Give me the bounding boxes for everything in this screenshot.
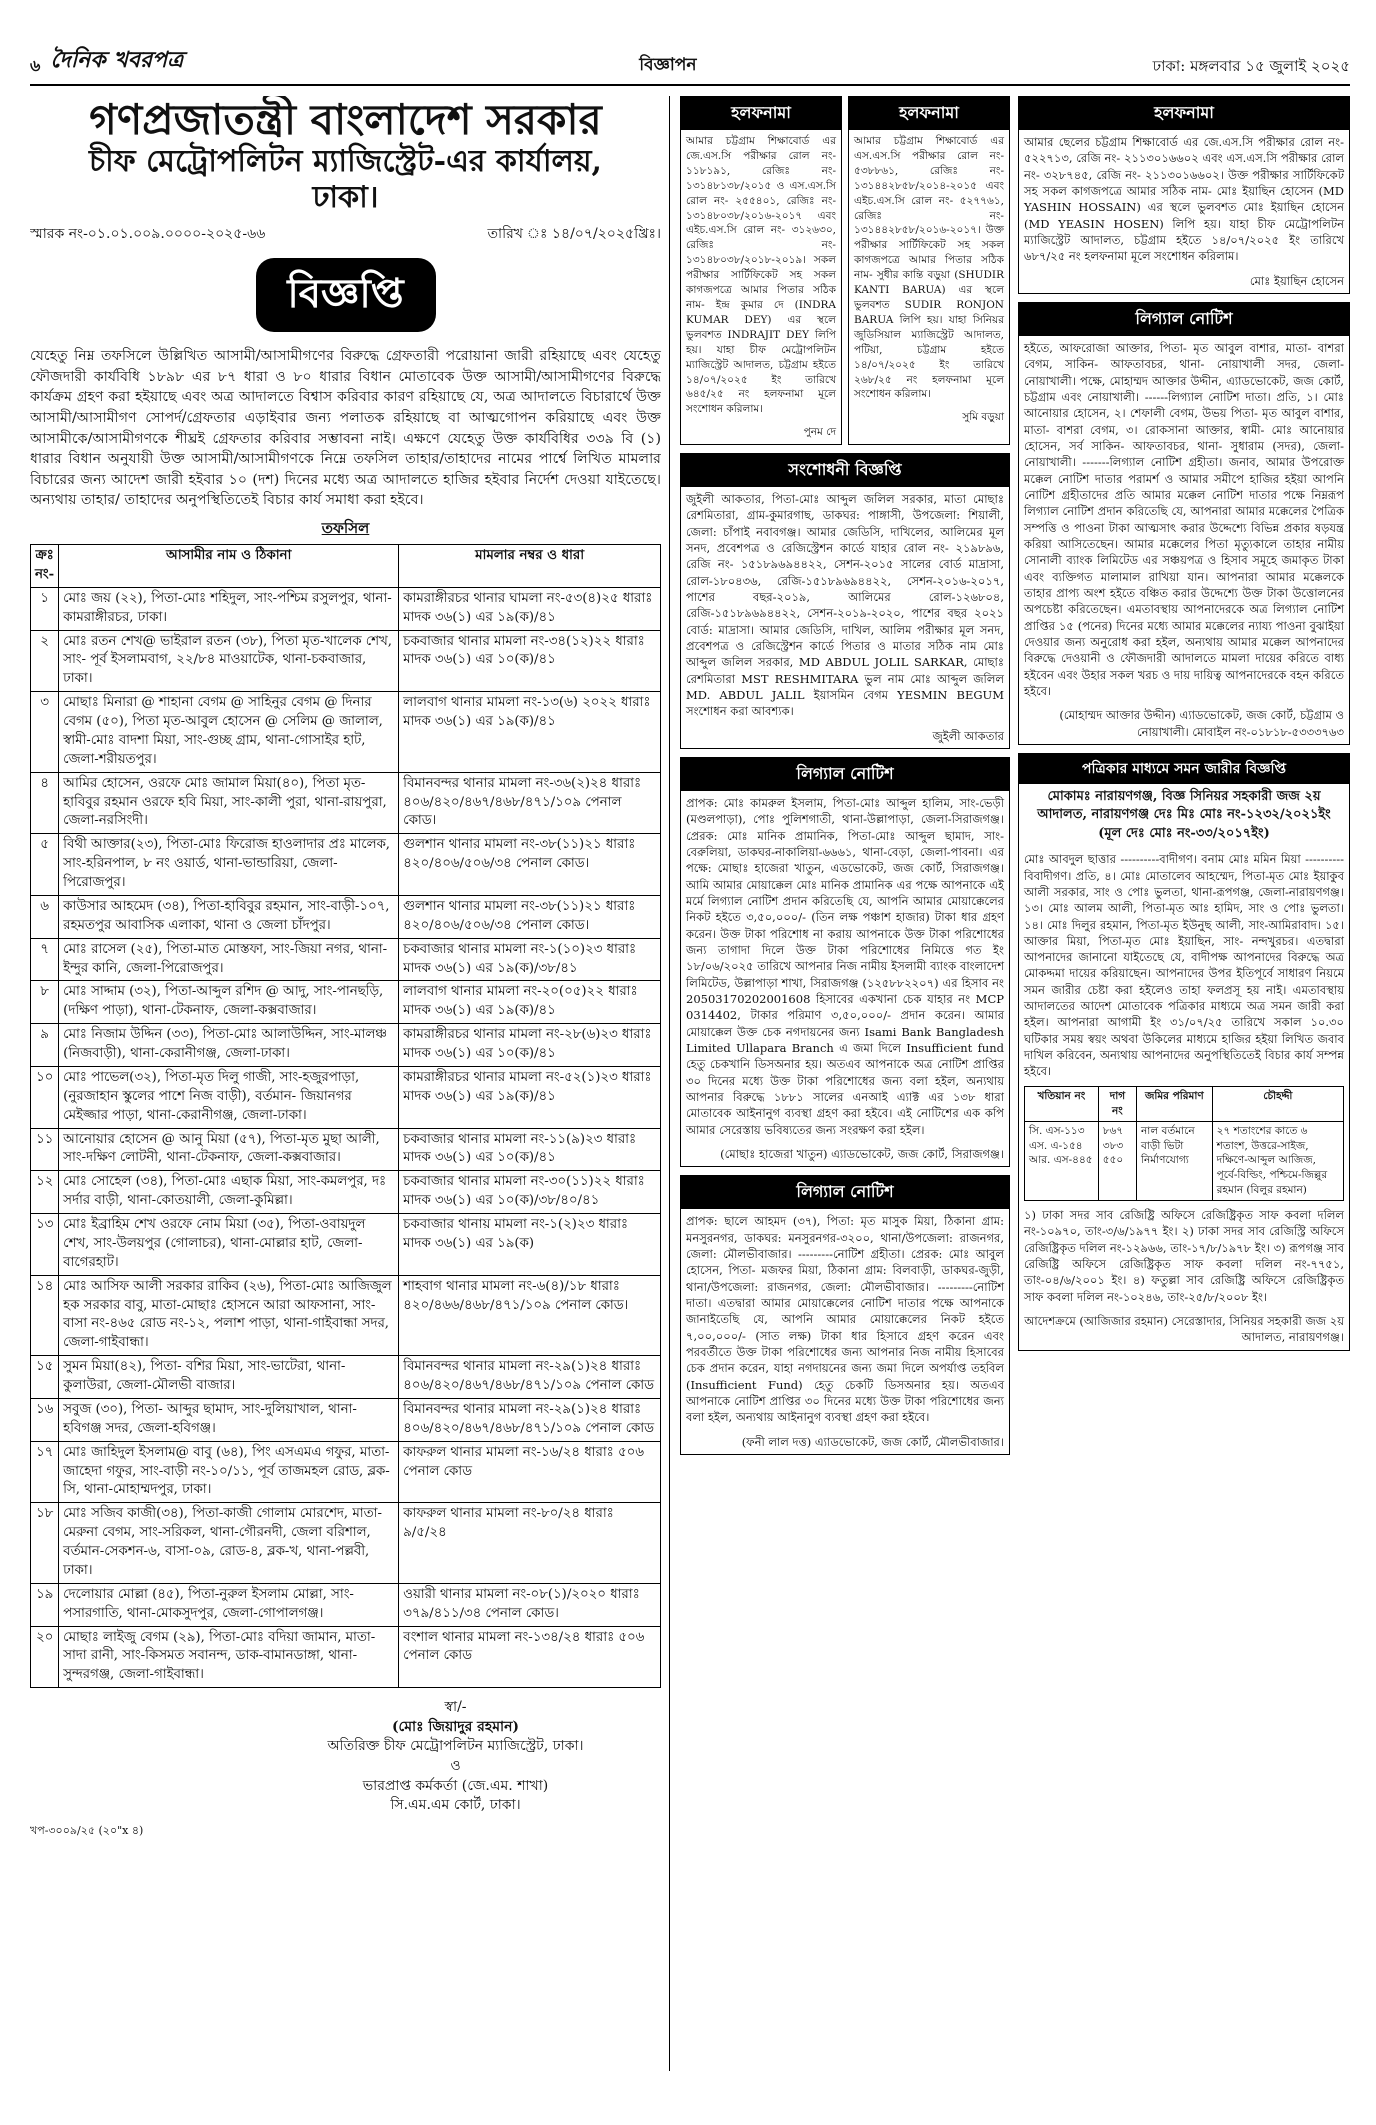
- row-case: কামরাঙ্গীরচর থানার মামলা নং-৫২(১)২৩ ধারাঃ মাদক ৩৬(১) এর ১৯(ক)/৪১: [399, 1066, 661, 1128]
- affidavit-box-3: [1018, 96, 1350, 294]
- table-row: [31, 938, 661, 981]
- summons-deeds: ১) ঢাকা সদর সাব রেজিষ্ট্রি অফিসে রেজিষ্ট্রিকৃত সাফ কবলা দলিল নং-১০৯৭০, তাং-৩/৬/১৯৭৭ ইং। ২) ঢাকা সদর সাব রেজিস্ট্রি অফিসে রেজিষ্ট্রিকৃত দলিল নং-১২৯৬৬, তাং-১৭/৮/১৯৭৮ ইং। ৩) রূপগঞ্জ সাব রেজিষ্ট্রি অফিসে রেজিষ্ট্রিকৃত সাফ কবলা দলিল নং-৭৭৫১, তাং-০৪/৬/২০০১ ইং। ৪) ফতুল্লা সাব রেজিষ্ট্রি অফিসে রেজিষ্ট্রিকৃত সাফ কবলা দলিল নং-১০২৪৬, তাং-২৫/৮/২০০৮ ইং।: [1024, 1208, 1344, 1304]
- legal-notice-sign-2: (ফনী লাল দত্ত) এ্যাডভোকেট, জজ কোর্ট, মৌলভীবাজার।: [741, 1434, 1004, 1449]
- table-row: [31, 587, 661, 630]
- table-row: [31, 1626, 661, 1688]
- col-accused: আসামীর নাম ও ঠিকানা: [59, 545, 399, 588]
- affidavit-pair: [680, 96, 1010, 453]
- property-table: [1024, 1086, 1344, 1201]
- row-accused: দেলোয়ার মোল্লা (৪৫), পিতা-নুরুল ইসলাম মোল্লা, সাং-পসারগাতি, থানা-মোকসুদপুর, জেলা-গোপালগঞ্জ।: [59, 1583, 399, 1626]
- affidavit-title-2: হলফনামা: [849, 97, 1009, 130]
- signature-officer: ভারপ্রাপ্ত কর্মকর্তা (জে.এম. শাখা): [362, 1777, 549, 1794]
- signature-and: ও: [450, 1757, 461, 1774]
- legal-notice-box-2: [680, 1175, 1010, 1455]
- row-case: চকবাজার থানায় মামলা নং-১(২)২৩ ধারাঃ মাদক ৩৬(১) এর ১৯(ক): [399, 1214, 661, 1276]
- row-serial: ১৬: [31, 1398, 59, 1441]
- row-case: চকবাজার থানার মামলা নং-১১(৯)২৩ ধারাঃ মাদক ৩৬(১) এর ১০(ক)/৪১: [399, 1128, 661, 1171]
- table-row: [31, 1171, 661, 1214]
- table-row: [31, 1583, 661, 1626]
- row-serial: ২০: [31, 1626, 59, 1688]
- row-accused: মোঃ রতন শেখ@ ভাইরাল রতন (৩৮), পিতা মৃত-খালেক শেখ, সাং- পূর্ব ইসলামবাগ, ২২/৮৪ মাওয়াটেক, থানা-চকবাজার, ঢাকা।: [59, 630, 399, 692]
- notice-badge: বিজ্ঞপ্তি: [256, 258, 436, 332]
- signature-court: সি.এম.এম কোর্ট, ঢাকা।: [390, 1797, 521, 1814]
- summons-heading: মোকামঃ নারায়ণগঞ্জ, বিজ্ঞ সিনিয়র সহকারী জজ ২য় আদালত, নারায়ণগঞ্জ দেঃ মিঃ মোঃ নং-১২৩২/২০২১ইং (মূল দেঃ মোঃ নং-৩৩/২০১৭ইং): [1037, 788, 1331, 841]
- memo-number: স্মারক নং-০১.০১.০০৯.০০০০-২০২৫-৬৬: [30, 226, 266, 243]
- col-case: মামলার নম্বর ও ধারা: [399, 545, 661, 588]
- row-case: বিমানবন্দর থানার মামলা নং-২৯(১)২৪ ধারাঃ ৪০৬/৪২০/৪৬৭/৪৬৮/৪৭১/১০৯ পেনাল কোড: [399, 1356, 661, 1399]
- row-accused: সুমন মিয়া(৪২), পিতা- বশির মিয়া, সাং-ভাটেরা, থানা-কুলাউরা, জেলা-মৌলভী বাজার।: [59, 1356, 399, 1399]
- legal-notice-title-3: লিগ্যাল নোটিশ: [1019, 303, 1349, 336]
- row-case: কাফরুল থানার মামলা নং-১৬/২৪ ধারাঃ ৫০৬ পেনাল কোড: [399, 1441, 661, 1503]
- table-row: [31, 981, 661, 1024]
- row-serial: ৭: [31, 938, 59, 981]
- row-case: গুলশান থানার মামলা নং-৩৮(১১)২১ ধারাঃ ৪২০/৪০৬/৫০৬/৩৪ পেনাল কোড।: [399, 834, 661, 896]
- row-accused: মোঃ পাভেল(৩২), পিতা-মৃত দিলু গাজী, সাং-হজুরপাড়া, (নুরজাহান স্কুলের পাশে নিজ বাড়ী), বর্তমান- জিয়ানগর মেইজ্জার পাড়া, থানা-কেরানীগঞ্জ, জেলা-ঢাকা।: [59, 1066, 399, 1128]
- property-row: [1025, 1121, 1344, 1201]
- row-case: চকবাজার থানার মামলা নং-৩৪(১২)২২ ধারাঃ মাদক ৩৬(১) এর ১০(ক)/৪১: [399, 630, 661, 692]
- row-serial: ১৭: [31, 1441, 59, 1503]
- summons-sign: আদেশক্রমে (আজিজার রহমান) সেরেস্তাদার, সিনিয়র সহকারী জজ ২য় আদালত, নারায়ণগঞ্জ।: [1024, 1314, 1344, 1345]
- table-row: [31, 630, 661, 692]
- row-accused: মোঃ সজিব কাজী(৩৪), পিতা-কাজী গোলাম মোরশেদ, মাতা-মেরুনা বেগম, সাং-সরিকল, থানা-গৌরনদী, জেলা বরিশাল, বর্তমান-সেকশন-৬, বাসা-০৯, রোড-৪, ব্লক-খ, থানা-পল্লবী, ঢাকা।: [59, 1503, 399, 1584]
- table-row: [31, 1398, 661, 1441]
- summons-box: [1018, 753, 1350, 1351]
- legal-notice-text-1: প্রাপক: মোঃ কামরুল ইসলাম, পিতা-মোঃ আব্দুল হালিম, সাং-ভেড়ী (মণ্ডলপাড়া), পোঃ পুলিশগাতী, থানা-উল্লাপাড়া, জেলা-সিরাজগঞ্জ। প্রেরক: মোঃ মানিক প্রামানিক, পিতা-মোঃ আব্দুল ছামাদ, সাং-বেরুলিয়া, ডাকঘর-নাকালিয়া-৬৬৬১, থানা-বেড়া, জেলা-পাবনা। এর পক্ষে: মোছাঃ হাজেরা খাতুন, এডভোকেট, জজ কোর্ট, সিরাজগঞ্জ। আমি আমার মোয়াক্কেল মোঃ মানিক প্রামানিক এর পক্ষে আপনাকে এই মর্মে লিগ্যাল নোটিশ প্রদান করিতেছি যে, আপনি আমার মোয়াক্কেলের নিকট হইতে ৩,৫০,০০০/- (তিন লক্ষ পঞ্চাশ হাজার) টাকা ধার গ্রহণ করেন। উক্ত টাকা পরিশোধ না করায় আপনাকে উক্ত টাকা পরিশোধের জন্য তাগাদা দিলে উক্ত টাকা পরিশোধের নিমিত্তে গত ইং ১৮/০৬/২০২৫ তারিখে আপনার নিজ নামীয় ইসলামী ব্যাংক বাংলাদেশ লিমিটেড, উল্লাপাড়া শাখা, সিরাজগঞ্জ (১২৫৮৮২২০৭) এর হিসাব নং 20503170202001608 হিসাবের একখানা চেক যাহার নং MCP 0314402, টাকার পরিমাণ ৩,৫০,০০০/- প্রদান করেন। আমার মোয়াক্কেল উক্ত চেক নগদায়নের জন্য Isami Bank Bangladesh Limited Ullapara Branch এ জমা দিলে Insufficient fund হেতু চেকখানি ডিসঅনার হয়। অতএব আপনাকে অত্র নোটিশ প্রাপ্তির ৩০ দিনের মধ্যে উক্ত টাকা পরিশোধের জন্য বলা হইল, অন্যথায় আপনার বিরুদ্ধে ১৮৮১ সালের এনআই এ্যাক্ট এর ১৩৮ ধারা মোতাবেক আইনানুগ ব্যবস্থা গ্রহণ করা হইবে। এই নোটিশের এক কপি আমার সেরেস্তায় ভবিষ্যতের জন্য সংরক্ষণ করা হইল।: [686, 796, 1004, 1137]
- row-case: লালবাগ থানার মামলা নং-২০(০৫)২২ ধারাঃ মাদক ৩৬(১) এর ১৯(ক)/৪১: [399, 981, 661, 1024]
- row-case: কাফরুল থানার মামলা নং-৮০/২৪ ধারাঃ ৯/৫/২৪: [399, 1503, 661, 1584]
- row-case: বংশাল থানার মামলা নং-১৩৪/২৪ ধারাঃ ৫০৬ পেনাল কোড: [399, 1626, 661, 1688]
- row-accused: মোছাঃ মিনারা @ শাহানা বেগম @ সাহিনুর বেগম @ দিনার বেগম (৫০), পিতা মৃত-আবুল হোসেন @ সেলিম @ জালাল, স্বামী-মোঃ বাদশা মিয়া, সাং-গুচ্ছ গ্রাম, থানা-গোসাইর হাট, জেলা-শরীয়তপুর।: [59, 692, 399, 773]
- affidavit-box-1: [680, 96, 842, 445]
- row-serial: ৬: [31, 895, 59, 938]
- property-khatian: সি. এস-১১৩ এস. এ-১৫৪ আর. এস-৪৪৫: [1025, 1121, 1099, 1201]
- legal-notice-sign-1: (মোছাঃ হাজেরা খাতুন) এ্যাডভোকেট, জজ কোর্ট, সিরাজগঞ্জ।: [720, 1146, 1004, 1161]
- row-case: চকবাজার থানার মামলা নং-৩০(১১)২২ ধারাঃ মাদক ৩৬(১) এর ১০(ক)/৩৮/৪০/৪১: [399, 1171, 661, 1214]
- row-accused: আমির হোসেন, ওরফে মোঃ জামাল মিয়া(৪০), পিতা মৃত-হাবিবুর রহমান ওরফে হবি মিয়া, সাং-কালী পুরা, থানা-রায়পুরা, জেলা-নরসিংদী।: [59, 772, 399, 834]
- row-accused: বিথী আক্তার(২৩), পিতা-মোঃ ফিরোজ হাওলাদার প্রঃ মালেক, সাং-হরিনপাল, ৮ নং ওয়ার্ড, থানা-ভান্ডারিয়া, জেলা-পিরোজপুর।: [59, 834, 399, 896]
- row-case: ওয়ারী থানার মামলা নং-০৮(১)/২০২০ ধারাঃ ৩৭৯/৪১১/৩৪ পেনাল কোড।: [399, 1583, 661, 1626]
- row-case: কামরাঙ্গীরচর থানার মামলা নং-২৮(৬)২৩ ধারাঃ মাদক ৩৬(১) এর ১০(ক)/৪১: [399, 1024, 661, 1067]
- affidavit-title-1: হলফনামা: [681, 97, 841, 130]
- row-accused: মোঃ সাদ্দাম (৩২), পিতা-আব্দুল রশিদ @ আদু, সাং-পানছড়ি, (দক্ষিণ পাড়া), থানা-টেকনাফ, জেলা-কক্সবাজার।: [59, 981, 399, 1024]
- property-amount: নাল বর্তমানে বাড়ী ভিটা নির্মাণযোগ্য: [1137, 1121, 1213, 1201]
- right-column: [1018, 96, 1350, 2071]
- table-row: [31, 1441, 661, 1503]
- row-serial: ২: [31, 630, 59, 692]
- affidavit-sign-3: মোঃ ইয়াছিন হোসেন: [1249, 273, 1344, 288]
- row-serial: ৪: [31, 772, 59, 834]
- row-accused: মোঃ সোহেল (৩৪), পিতা-মোঃ এছাক মিয়া, সাং-কমলপুর, দঃ সর্দার বাড়ী, থানা-কোতয়ালী, জেলা-কুমিল্লা।: [59, 1171, 399, 1214]
- dateline: ঢাকা: মঙ্গলবার ১৫ জুলাই ২০২৫: [1152, 57, 1350, 75]
- property-col-boundary: চৌহদ্দী: [1212, 1086, 1343, 1121]
- signature-title: অতিরিক্ত চীফ মেট্রোপলিটন ম্যাজিস্ট্রেট, ঢাকা।: [327, 1738, 584, 1755]
- legal-notice-text-3: হইতে, আফরোজা আক্তার, পিতা- মৃত আবুল বাশার, মাতা- বাশরা বেগম, সাকিন- আফতাবচর, থানা- নোয়াখালী সদর, জেলা- নোয়াখালী। পক্ষে, মোহাম্মদ আক্তার উদ্দীন, এ্যাডভোকেট, জজ কোর্ট, চট্টগ্রাম এবং নোয়াখালী। ------লিগ্যাল নোটিশ দাতা। প্রতি, ১। মোঃ আনোয়ার হোসেন, ২। শেফালী বেগম, উভয় পিতা- মৃত আবুল বাশার, মাতা- বাশরা বেগম, ৩। রোকসানা আক্তার, স্বামী- মোঃ আনোয়ার হোসেন, সর্ব সাকিন- আফতাবচর, থানা- সুধারাম (সদর), জেলা- নোয়াখালী। -------লিগ্যাল নোটিশ গ্রহীতা। জনাব, আমার উপরোক্ত মক্কেল নোটিশ দাতার পরামর্শ ও আমার সমীপে হাজির হইয়া আপনি নোটিশ গ্রহীতাদের প্রতি আমার মক্কেল নোটিশ দাতার পক্ষে নিম্নরূপ লিগ্যাল নোটিশ প্রদান করিতেছি যে, আপনারা আমার মক্কেলের পৈত্রিক সম্পত্তি ও পাওনা টাকা আত্মসাৎ করার উদ্দেশ্যে বিভিন্ন প্রকার ষড়যন্ত্র করিয়া আসিতেছেন। আমার মক্কেলের পিতা মৃত্যুকালে তাহার নামীয় সোনালী ব্যাংক লিমিটেড এর সঞ্চয়পত্র ও হিসাব সমূহে জমাকৃত টাকা এবং ব্যক্তিগত মালামাল রাখিয়া যান। আপনারা আমার মক্কেলকে তাহার প্রাপ্য অংশ হইতে বঞ্চিত করার উদ্দেশ্যে উক্ত টাকা উত্তোলনের অপচেষ্টা করিতেছেন। এমতাবস্থায় আপনাদেরকে অত্র লিগ্যাল নোটিশ প্রাপ্তির ১৫ (পনের) দিনের মধ্যে আমার মক্কেলের ন্যায্য পাওনা বুঝাইয়া দেওয়ার জন্য অনুরোধ করা হইল, অন্যথায় আমার মক্কেল আপনাদের বিরুদ্ধে দেওয়ানী ও ফৌজদারী আদালতে মামলা দায়ের করিতে বাধ্য হইবেন এবং উহার সকল খরচ ও দায় দায়িত্ব আপনাদেরকে বহন করিতে হইবে।: [1024, 340, 1344, 698]
- schedule-title: তফসিল: [321, 519, 370, 538]
- row-accused: আনোয়ার হোসেন @ আনু মিয়া (৫৭), পিতা-মৃত মুছা আলী, সাং-দক্ষিণ লোটনী, থানা-টেকনাফ, জেলা-কক্সবাজার।: [59, 1128, 399, 1171]
- row-accused: মোঃ নিজাম উদ্দিন (৩৩), পিতা-মোঃ আলাউদ্দিন, সাং-মালঞ্চ (নিজবাড়ী), থানা-কেরানীগঞ্জ, জেলা-ঢাকা।: [59, 1024, 399, 1067]
- row-serial: ১৫: [31, 1356, 59, 1399]
- govt-title: গণপ্রজাতন্ত্রী বাংলাদেশ সরকার: [89, 96, 602, 144]
- summons-text: মোঃ আবদুল ছাত্তার ----------বাদীগণ। বনাম মোঃ মমিন মিয়া ----------বিবাদীগণ। প্রতি, ৪। মোঃ মোতালেব আহম্মেদ, পিতা-মৃত মোঃ ইয়াকুব আলী সরকার, সাং ও পোঃ ভুলতা, থানা-রূপগঞ্জ, জেলা-নারায়ণগঞ্জ। ১৩। মোঃ আলম আলী, পিতা-মৃত আঃ হামিদ, সাং ও পোঃ ভুলতা। ১৪। মোঃ দিলুর রহমান, পিতা-মৃত ইউনুছ আলী, সাং-আমিরাবাদ। ১৫। আক্তার মিয়া, পিতা-মৃত মোঃ ইয়াছিন, সাং- নন্দখুরচর। এতদ্বারা আপনাদের জানানো যাইতেছে যে, বাদীপক্ষ আপনাদের বিরুদ্ধে অত্র মোকদ্দমা দায়ের করিয়াছেন। আপনাদের উপর ইতিপূর্বে সাধারণ নিয়মে সমন জারীর চেষ্টা করা হইলেও তাহা ফলপ্রসূ হয় নাই। এমতাবস্থায় আদালতের আদেশ মোতাবেক পত্রিকার মাধ্যমে অত্র সমন জারী করা হইল। আপনারা আগামী ইং ৩১/০৭/২৫ তারিখে সকাল ১০.৩০ ঘটিকার সময় স্বয়ং অথবা উকিলের মাধ্যমে হাজির হইয়া লিখিত জবাব দাখিল করিবেন, অন্যথায় আপনাদের অনুপস্থিতিতেই বিচার কার্য সম্পন্ন হইবে।: [1024, 852, 1344, 1079]
- row-serial: ৫: [31, 834, 59, 896]
- legal-notice-box-1: [680, 757, 1010, 1167]
- row-serial: ১২: [31, 1171, 59, 1214]
- table-row: [31, 1275, 661, 1356]
- schedule-table: [30, 544, 661, 1688]
- correction-title: সংশোধনী বিজ্ঞপ্তি: [681, 454, 1009, 487]
- row-accused: মোঃ ইব্রাহিম শেখ ওরফে নোম মিয়া (৩৫), পিতা-ওবায়দুল শেখ, সাং-উলয়পুর (গোলাচর), থানা-মোল্লার হাট, জেলা-বাগেরহাট।: [59, 1214, 399, 1276]
- table-row: [31, 1356, 661, 1399]
- row-case: বিমানবন্দর থানার মামলা নং-৩৬(২)২৪ ধারাঃ ৪০৬/৪২০/৪৬৭/৪৬৮/৪৭১/১০৯ পেনাল কোড।: [399, 772, 661, 834]
- table-row: [31, 1128, 661, 1171]
- property-col-dag: দাগ নং: [1098, 1086, 1136, 1121]
- middle-column: [680, 96, 1010, 2071]
- memo-line: [30, 222, 661, 246]
- office-city: ঢাকা।: [312, 180, 379, 216]
- row-serial: ১০: [31, 1066, 59, 1128]
- row-serial: ৩: [31, 692, 59, 773]
- correction-text: জুইলী আকতার, পিতা-মোঃ আব্দুল জলিল সরকার, মাতা মোছাঃ রেশমিতারা, গ্রাম-কুমারগাছ, ডাকঘর: পাঙ্গাসী, উপজেলা: শিয়ালী, জেলা: চাঁপাই নবাবগঞ্জ। আমার জেডিসি, দাখিলের, আলিমের মূল সনদ, প্রবেশপত্র ও রেজিস্ট্রেশন কার্ডে যাহার রোল নং- ২১৯৮৯৬, রেজি নং- ১৫১৮৯৬৯৪৪২২, সেশন-২০১৫ সালের বোর্ড মাদ্রাসা, রোল-১৮০৪৩৬, রেজি-১৫১৮৯৬৯৪৪২২, সেশন-২০১৬-২০১৭, পাশের বছর-২০১৯, আলিমের রোল-১২৬৮০৪, রেজি-১৫১৮৯৬৯৪৪২২, সেশন-২০১৯-২০২০, পাশের বছর ২০২১ বোর্ড: মাদ্রাসা। আমার জেডিসি, দাখিল, আলিম পরীক্ষার মূল সনদ, প্রবেশপত্র ও রেজিস্ট্রেশন কার্ডে পিতার ও মাতার সঠিক নাম মোঃ আব্দুল জলিল সরকার, MD ABDUL JOLIL SARKAR, মোছাঃ রেশমিতারা MST RESHMITARA ভুল নাম মোঃ আব্দুল জলিল MD. ABDUL JALIL ইয়াসমিন বেগম YESMIN BEGUM সংশোধন করা আবশ্যক।: [686, 492, 1004, 719]
- section-title: বিজ্ঞাপন: [639, 55, 697, 75]
- row-case: গুলশান থানার মামলা নং-৩৮(১১)২১ ধারাঃ ৪২০/৪০৬/৫০৬/৩৪ পেনাল কোড।: [399, 895, 661, 938]
- property-boundary: ২৭ শতাংশের কাতে ৬ শতাংশ, উত্তরে-সাইজ, দক্ষিণে-আব্দুল আজিজ, পূর্বে-বিল্ডিং, পশ্চিমে-জিল্লুর রহমান (বিলুর রহমান): [1212, 1121, 1343, 1201]
- newspaper-logo: দৈনিক খবরপত্র: [50, 47, 184, 73]
- row-case: কামরাঙ্গীরচর থানার ঘামলা নং-৫৩(৪)২৫ ধারাঃ মাদক ৩৬(১) এর ১৯(ক)/৪১: [399, 587, 661, 630]
- table-row: [31, 1214, 661, 1276]
- row-accused: মোঃ আসিফ আলী সরকার রাকিব (২৬), পিতা-মোঃ আজিজুল হক সরকার বাবু, মাতা-মোছাঃ হোসনে আরা আফসানা, সাং-বাসা নং-৪৬৫ রোড নং-১২, পলাশ পাড়া, থানা-গাইবান্ধা সদর, জেলা-গাইবান্ধা।: [59, 1275, 399, 1356]
- row-accused: মোঃ জয় (২২), পিতা-মোঃ শহিদুল, সাং-পশ্চিম রসুলপুর, থানা-কামরাঙ্গীরচর, ঢাকা।: [59, 587, 399, 630]
- row-case: চকবাজার থানার মামলা নং-১(১০)২৩ ধারাঃ মাদক ৩৬(১) এর ১৯(ক)/৩৮/৪১: [399, 938, 661, 981]
- table-header-row: [31, 545, 661, 588]
- row-accused: মোঃ রাসেল (২৫), পিতা-মাত মোস্তফা, সাং-জিয়া নগর, থানা-ইন্দুর কানি, জেলা-পিরোজপুর।: [59, 938, 399, 981]
- property-header-row: [1025, 1086, 1344, 1121]
- row-serial: ১৯: [31, 1583, 59, 1626]
- legal-notice-sign-3: (মোহাম্মদ আক্তার উদ্দীন) এ্যাডভোকেট, জজ কোর্ট, চট্টগ্রাম ও নোয়াখালী। মোবাইল নং-০১৮১৮-৫৩৩৩৭৬৩: [1059, 708, 1344, 739]
- row-serial: ১৮: [31, 1503, 59, 1584]
- row-serial: ৮: [31, 981, 59, 1024]
- row-case: বিমানবন্দর থানার মামলা নং-২৯(১)২৪ ধারাঃ ৪০৬/৪২০/৪৬৭/৪৬৮/৪৭১/১০৯ পেনাল কোড: [399, 1398, 661, 1441]
- page-number: ৬: [30, 56, 41, 75]
- summons-title: পত্রিকার মাধ্যমে সমন জারীর বিজ্ঞপ্তি: [1019, 754, 1349, 784]
- page-header: [30, 47, 1350, 86]
- row-accused: মোঃ জাহিদুল ইসলাম@ বাবু (৬৪), পিং এসএমএ গফুর, মাতা-জাহেদা গফুর, সাং-বাড়ী নং-১০/১১, পূর্ব তাজমহল রোড, ব্লক-সি, থানা-মোহাম্মদপুর, ঢাকা।: [59, 1441, 399, 1503]
- office-title: চীফ মেট্রোপলিটন ম্যাজিস্ট্রেট-এর কার্যালয়,: [88, 144, 602, 180]
- affidavit-title-3: হলফনামা: [1019, 97, 1349, 130]
- col-serial: ক্রঃ নং-: [31, 545, 59, 588]
- affidavit-text-1: আমার চট্টগ্রাম শিক্ষাবোর্ড এর জে.এস.সি পরীক্ষার রোল নং- ১১৮১৯১, রেজিঃ নং- ১৩১৪৮১৩৮/২০১৫ ও এস.এস.সি রোল নং- ২৫৫৪০১, রেজিঃ নং- ১৩১৪৮০৩৮/২০১৬-২০১৭ এবং এইচ.এস.সি রোল নং- ৩১২৬৩০, রেজিঃ নং- ১৩১৪৮০৩৮/২০১৮-২০১৯। সকল পরীক্ষার সার্টিফিকেট সহ সকল কাগজপত্রে আমার পিতার সঠিক নাম- ইন্দ্র কুমার দে (INDRA KUMAR DEY) এর স্থলে ভুলবশত INDRAJIT DEY লিপি হয়। যাহা চীফ মেট্রোপলিটন ম্যাজিস্ট্রেট আদালত, চট্টগ্রাম হইতে ১৪/০৭/২০২৫ ইং তারিখে ৬৪৫/২৫ নং হলফনামা মূলে সংশোধন করিলাম।: [686, 135, 836, 416]
- signature-name: (মোঃ জিয়াদুর রহমান): [391, 1718, 520, 1735]
- row-case: শাহবাগ থানার মামলা নং-৬(৪)/১৮ ধারাঃ ৪২০/৪৬৬/৪৬৮/৪৭১/১০৯ পেনাল কোড।: [399, 1275, 661, 1356]
- affidavit-text-2: আমার চট্টগ্রাম শিক্ষাবোর্ড এর এস.এস.সি পরীক্ষার রোল নং- ৫৩৮৮৬১, রেজিঃ নং- ১৩১৪৪২৮৫৮/২০১৪-২০১৫ এবং এইচ.এস.সি রোল নং- ৫২৭৭৬১, রেজিঃ নং- ১৩১৪৪২৮৫৮/২০১৬-২০১৭। উক্ত পরীক্ষার সার্টিফিকেট সহ সকল কাগজপত্রে আমার পিতার সঠিক নাম- সুধীর কান্তি বড়ুয়া (SHUDIR KANTI BARUA) এর স্থলে ভুলবশত SUDIR RONJON BARUA লিপি হয়। যাহা সিনিয়র জুডিসিয়াল ম্যাজিস্ট্রেট আদালত, পটিয়া, চট্টগ্রাম হইতে ১৪/০৭/২০২৫ ইং তারিখে ২৬৮/২৫ নং হলফনামা মূলে সংশোধন করিলাম।: [854, 135, 1004, 401]
- table-row: [31, 1503, 661, 1584]
- ad-code: খপ-৩০০৯/২৫ (২০"x ৪): [30, 1823, 144, 1837]
- affidavit-sign-2: সুমি বড়ুয়া: [962, 411, 1004, 424]
- affidavit-box-2: [848, 96, 1010, 445]
- legal-notice-box-3: [1018, 302, 1350, 745]
- header-left: [30, 43, 183, 80]
- property-dag: ৮৬৭ ৩৮৩ ৫৫০: [1098, 1121, 1136, 1201]
- table-row: [31, 834, 661, 896]
- row-accused: মোছাঃ লাইজু বেগম (২৯), পিতা-মোঃ বদিয়া জামান, মাতা-সাদা রানী, সাং-কিসমত সবানন্দ, ডাক-বামানডাঙ্গা, থানা-সুন্দরগঞ্জ, জেলা-গাইবান্ধা।: [59, 1626, 399, 1688]
- table-row: [31, 895, 661, 938]
- correction-sign: জুইলী আকতার: [932, 728, 1004, 743]
- memo-date: তারিখ ঃ ১৪/০৭/২০২৫খ্রিঃ।: [487, 226, 661, 243]
- row-serial: ১৩: [31, 1214, 59, 1276]
- affidavit-text-3: আমার ছেলের চট্টগ্রাম শিক্ষাবোর্ড এর জে.এস.সি পরীক্ষার রোল নং- ৫২২৭১৩, রেজি নং- ২১১৩০১৬৬০২ এবং এস.এস.সি পরীক্ষার রোল নং- ৩২৮৭৪৫, রেজি নং- ২১১৩০১৬৬০২। উক্ত পরীক্ষার সার্টিফিকেট সহ সকল কাগজপত্রে আমার সঠিক নাম- মোঃ ইয়াছিন হোসেন (MD YASHIN HOSSAIN) এর স্থলে ভুলবশত মোঃ ইয়াছিন হোসেন (MD YEASIN HOSEN) লিপি হয়। যাহা চীফ মেট্রোপলিটন ম্যাজিস্ট্রেট আদালত, চট্টগ্রাম হইতে ১৪/০৭/২০২৫ ইং তারিখে ৬৮৭/২৫ নং হলফনামা মূলে সংশোধন করিলাম।: [1024, 135, 1344, 264]
- legal-notice-title-1: লিগ্যাল নোটিশ: [681, 758, 1009, 791]
- row-serial: ১: [31, 587, 59, 630]
- legal-notice-title-2: লিগ্যাল নোটিশ: [681, 1176, 1009, 1209]
- row-serial: ১৪: [31, 1275, 59, 1356]
- table-row: [31, 772, 661, 834]
- court-notice: [30, 96, 670, 2071]
- notice-body: যেহেতু নিম্ন তফসিলে উল্লিখিত আসামী/আসামীগণের বিরুদ্ধে গ্রেফতারী পরোয়ানা জারী রহিয়াছে এবং যেহেতু ফৌজদারী কার্যবিধি ১৮৯৮ এর ৮৭ ধারা ও ৮০ ধারার বিধান মোতাবেক উক্ত আসামী/আসামীগণের বিরুদ্ধে কার্যক্রম গ্রহণ করা হইয়াছে এবং অত্র আদালতে বিশ্বাস করিবার কারণ রহিয়াছে যে, অত্র আদালতে বিচারার্থে উক্ত আসামী/আসামীগণ সোপর্দ/গ্রেফতার এড়াইবার জন্য পলাতক রহিয়াছে বা আত্মগোপন করিয়াছে এবং উক্ত আসামীকে/আসামীগণকে শীঘ্রই গ্রেফতার করিবার সম্ভাবনা নাই। এক্ষণে যেহেতু উক্ত কার্যবিধির ৩৩৯ বি (১) ধারার বিধান অনুযায়ী উক্ত আসামী/আসামীগণকে নিম্নে তফসিল তাহার/তাহাদের নামের পার্শ্বে লিখিত মামলার বিচারের জন্য আদেশ জারী হইবার ১০ (দশ) দিনের মধ্যে অত্র আদালতে হাজির হইবার নির্দেশ দেওয়া যাইতেছে। অন্যথায় তাহার/ তাহাদের অনুপস্থিতিতেই বিচার কার্য সমাধা করা হইবে।: [30, 348, 661, 509]
- property-col-amount: জমির পরিমাণ: [1137, 1086, 1213, 1121]
- correction-box: [680, 453, 1010, 749]
- table-row: [31, 692, 661, 773]
- row-serial: ৯: [31, 1024, 59, 1067]
- row-serial: ১১: [31, 1128, 59, 1171]
- table-row: [31, 1066, 661, 1128]
- affidavit-sign-1: পুনম দে: [803, 426, 836, 439]
- signature-line: স্বা/-: [444, 1699, 467, 1716]
- signature-block: [30, 1698, 661, 1816]
- row-accused: কাউসার আহমেদ (৩৪), পিতা-হাবিবুর রহমান, সাং-বাড়ী-১০৭, রহমতপুর আবাসিক এলাকা, থানা ও জেলা চাঁদপুর।: [59, 895, 399, 938]
- row-accused: সবুজ (৩০), পিতা- আব্দুর ছামাদ, সাং-দুলিয়াখাল, থানা- হবিগঞ্জ সদর, জেলা-হবিগঞ্জ।: [59, 1398, 399, 1441]
- table-row: [31, 1024, 661, 1067]
- property-col-khatian: খতিয়ান নং: [1025, 1086, 1099, 1121]
- legal-notice-text-2: প্রাপক: ছালে আহমদ (৩৭), পিতা: মৃত মাসুক মিয়া, ঠিকানা গ্রাম: মনসুরনগর, ডাকঘর: মনসুরনগর-৩২০০, থানা/উপজেলা: রাজনগর, জেলা: মৌলভীবাজার। ---------নোটিশ গ্রহীতা। প্রেরক: মোঃ আবুল হোসেন, পিতা- মজফর মিয়া, ঠিকানা গ্রাম: বিলবাড়ী, ডাকঘর-জুড়ী, থানা/উপজেলা: রাজনগর, জেলা: মৌলভীবাজার। ---------নোটিশ দাতা। এতদ্বারা আমার মোয়াক্কেলের নোটিশ দাতার পক্ষে আপনাকে জানাইতেছি যে, আপনি আমার মোয়াক্কেলের নিকট হইতে ৭,০০,০০০/- (সাত লক্ষ) টাকা ধার হিসাবে গ্রহণ করেন এবং পরবর্তীতে উক্ত টাকা পরিশোধের জন্য আপনার নিজ নামীয় হিসাবের চেক প্রদান করেন, যাহা নগদায়নের জন্য জমা দিলে অপর্যাপ্ত তহবিল (Insufficient Fund) হেতু চেকটি ডিসঅনার হয়। অতএব আপনাকে নোটিশ প্রাপ্তির ৩০ দিনের মধ্যে উক্ত টাকা পরিশোধের জন্য বলা হইল, অন্যথায় আইনানুগ ব্যবস্থা গ্রহণ করা হইবে।: [686, 1214, 1004, 1425]
- row-case: লালবাগ থানার মামলা নং-১৩(৬) ২০২২ ধারাঃ মাদক ৩৬(১) এর ১৯(ক)/৪১: [399, 692, 661, 773]
